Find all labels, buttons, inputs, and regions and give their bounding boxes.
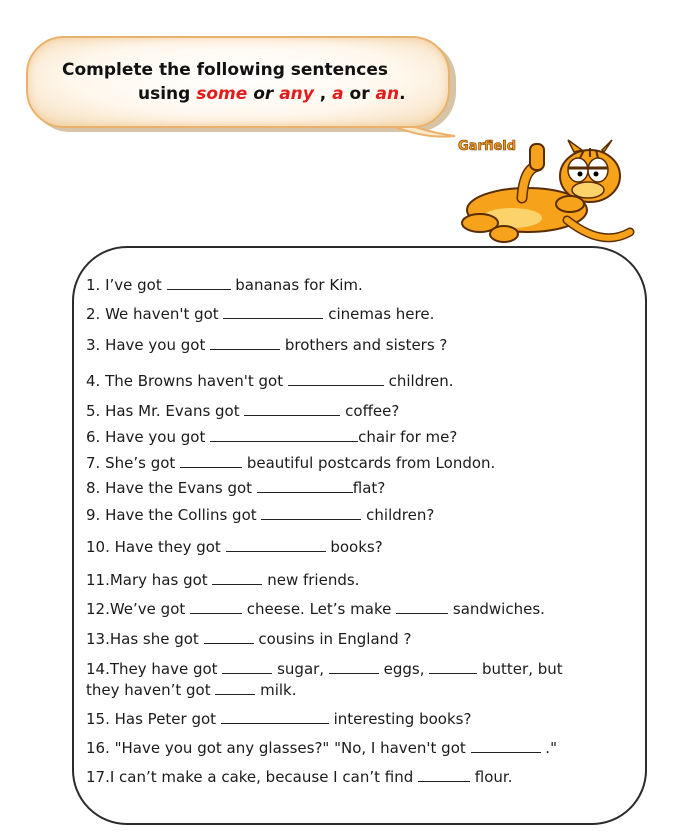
answer-blank[interactable]	[222, 660, 272, 674]
sentence-10: 10. Have they got books?	[86, 538, 383, 556]
sentence-14: 14.They have got sugar, eggs, butter, but	[86, 660, 563, 678]
sentence-6: 6. Have you got chair for me?	[86, 428, 458, 446]
sentence-15: 15. Has Peter got interesting books?	[86, 710, 472, 728]
word-or: or	[247, 84, 280, 104]
answer-blank[interactable]	[210, 336, 280, 350]
sentence-2: 2. We haven't got cinemas here.	[86, 305, 435, 323]
comma: ,	[313, 84, 333, 104]
answer-blank[interactable]	[396, 600, 448, 614]
instruction-line-1: Complete the following sentences	[62, 60, 389, 80]
answer-blank[interactable]	[212, 571, 262, 585]
word-some: some	[196, 84, 248, 104]
answer-blank[interactable]	[204, 630, 254, 644]
sentence-8: 8. Have the Evans got flat?	[86, 479, 386, 497]
answer-blank[interactable]	[429, 660, 477, 674]
answer-blank[interactable]	[226, 538, 326, 552]
word-an: an	[375, 84, 400, 104]
answer-blank[interactable]	[210, 428, 358, 442]
answer-blank[interactable]	[471, 739, 541, 753]
answer-blank[interactable]	[215, 681, 255, 695]
sentence-9: 9. Have the Collins got children?	[86, 506, 435, 524]
answer-blank[interactable]	[167, 276, 231, 290]
answer-blank[interactable]	[221, 710, 329, 724]
answer-blank[interactable]	[190, 600, 242, 614]
instruction-line-2	[138, 84, 406, 104]
answer-blank[interactable]	[261, 506, 361, 520]
sentence-4: 4. The Browns haven't got children.	[86, 372, 454, 390]
sentence-11: 11.Mary has got new friends.	[86, 571, 360, 589]
word-or: or	[343, 84, 376, 104]
answer-blank[interactable]	[257, 479, 353, 493]
sentence-1: 1. I’ve got bananas for Kim.	[86, 276, 363, 294]
garfield-illustration	[452, 128, 642, 258]
answer-blank[interactable]	[329, 660, 379, 674]
answer-blank[interactable]	[180, 454, 242, 468]
sentence-14-continued: they haven’t got milk.	[86, 681, 297, 699]
answer-blank[interactable]	[418, 768, 470, 782]
sentence-16: 16. "Have you got any glasses?" "No, I haven't got ."	[86, 739, 557, 757]
sentence-13: 13.Has she got cousins in England ?	[86, 630, 412, 648]
period: .	[399, 84, 406, 104]
word-any: any	[279, 84, 314, 104]
sentence-3: 3. Have you got brothers and sisters ?	[86, 336, 448, 354]
sentence-7: 7. She’s got beautiful postcards from London.	[86, 454, 496, 472]
answer-blank[interactable]	[288, 372, 384, 386]
garfield-logo: Garfield	[458, 139, 517, 154]
answer-blank[interactable]	[244, 402, 340, 416]
sentence-17: 17.I can’t make a cake, because I can’t find flour.	[86, 768, 513, 786]
word-a: a	[332, 84, 344, 104]
instruction-text: using	[138, 84, 197, 104]
answer-blank[interactable]	[223, 305, 323, 319]
sentence-12: 12.We’ve got cheese. Let’s make sandwiches.	[86, 600, 545, 618]
sentence-5: 5. Has Mr. Evans got coffee?	[86, 402, 400, 420]
instruction-bubble	[26, 36, 450, 128]
